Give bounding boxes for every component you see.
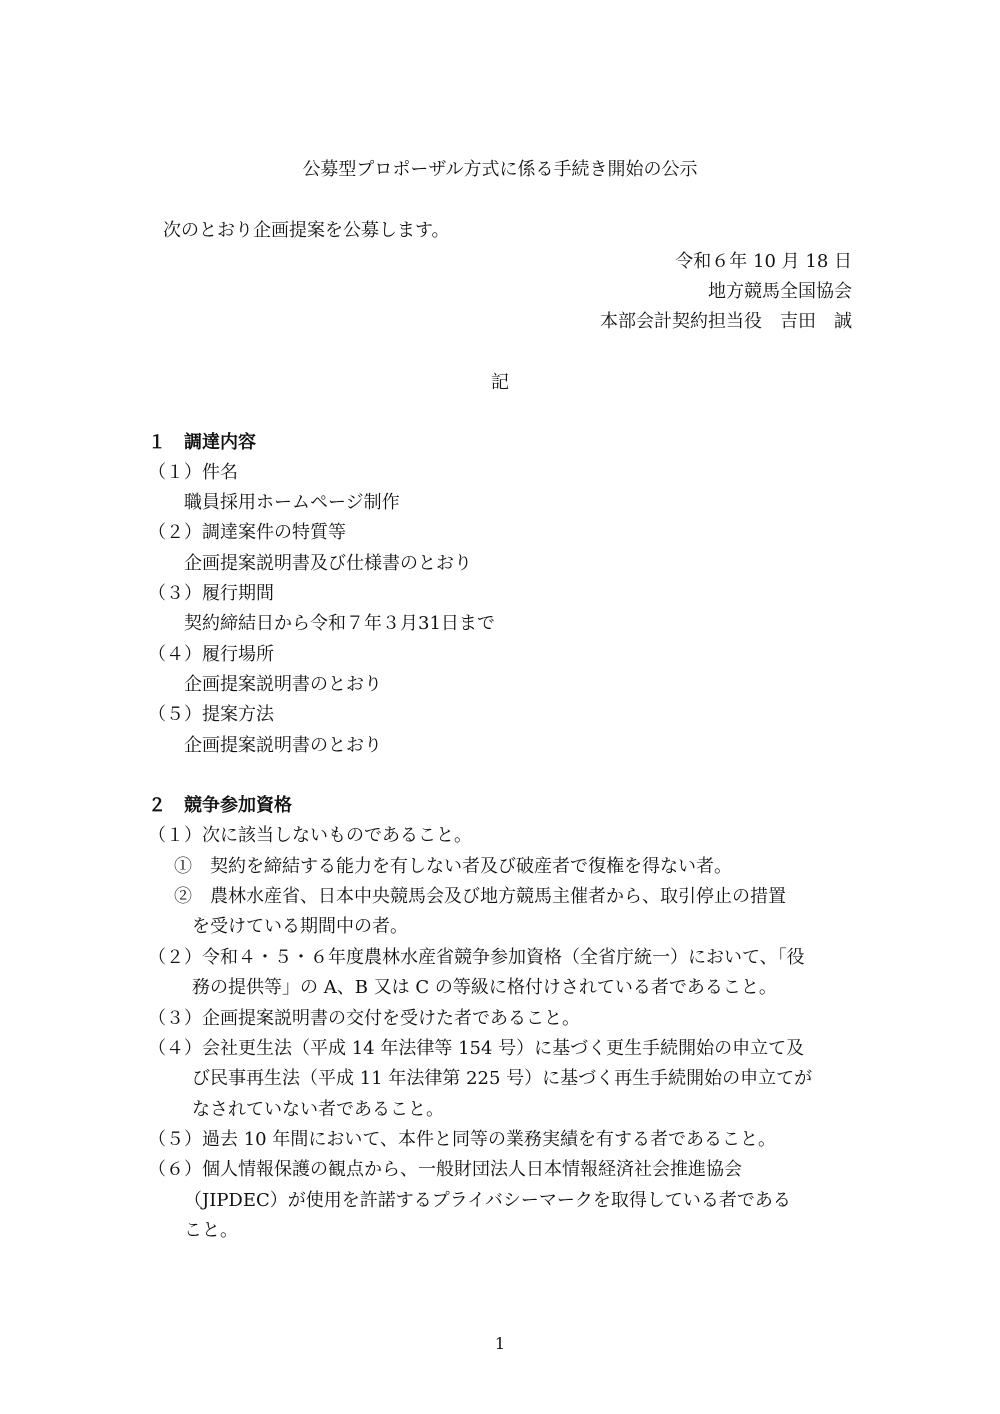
- section-1-item-body: 企画提案説明書及び仕様書のとおり: [184, 553, 472, 574]
- page-number: 1: [494, 1334, 506, 1353]
- section-2-line: （４）会社更生法（平成 14 年法律等 154 号）に基づく更生手続開始の申立て及: [148, 1038, 805, 1059]
- section-1-item-body: 職員採用ホームページ制作: [184, 492, 400, 513]
- signer-line: 本部会計契約担当役 吉田 誠: [600, 311, 852, 332]
- section-1-item-label: （５）提案方法: [148, 704, 274, 725]
- section-1-item-body: 契約締結日から令和７年３月31日まで: [184, 613, 495, 634]
- section-2-line: （JIPDEC）が使用を許諾するプライバシーマークを取得している者である: [184, 1190, 791, 1211]
- ki-heading: 記: [491, 372, 509, 393]
- organization-name: 地方競馬全国協会: [708, 281, 852, 302]
- section-2-line: こと。: [184, 1220, 238, 1241]
- document-title: 公募型プロポーザル方式に係る手続き開始の公示: [302, 159, 698, 180]
- section-2-line: （２）令和４・５・６年度農林水産省競争参加資格（全省庁統一）において、「役: [148, 947, 805, 968]
- section-2-line: （１）次に該当しないものであること。: [148, 825, 472, 846]
- section-2-line: （３）企画提案説明書の交付を受けた者であること。: [148, 1008, 580, 1029]
- section-2-line: （５）過去 10 年間において、本件と同等の業務実績を有する者であること。: [148, 1129, 776, 1150]
- section-2-line: なされていない者であること。: [192, 1099, 444, 1120]
- section-2-line: 務の提供等」の A、B 又は C の等級に格付けされている者であること。: [192, 977, 777, 998]
- section-1-item-body: 企画提案説明書のとおり: [184, 735, 382, 756]
- section-2-line: ① 契約を締結する能力を有しない者及び破産者で復権を得ない者。: [174, 856, 732, 877]
- section-1-heading: １ 調達内容: [148, 432, 256, 453]
- date-line: 令和６年 10 月 18 日: [675, 251, 852, 272]
- section-1-item-label: （４）履行場所: [148, 644, 274, 665]
- section-1-item-label: （２）調達案件の特質等: [148, 522, 346, 543]
- section-2-line: び民事再生法（平成 11 年法律第 225 号）に基づく再生手続開始の申立てが: [192, 1068, 813, 1089]
- section-2-line: ② 農林水産省、日本中央競馬会及び地方競馬主催者から、取引停止の措置: [174, 886, 786, 907]
- section-1-item-label: （１）件名: [148, 462, 238, 483]
- section-1-item-label: （３）履行期間: [148, 583, 274, 604]
- section-2-heading: ２ 競争参加資格: [148, 795, 292, 816]
- section-1-item-body: 企画提案説明書のとおり: [184, 674, 382, 695]
- section-2-line: を受けている期間中の者。: [192, 916, 408, 937]
- section-2-line: （６）個人情報保護の観点から、一般財団法人日本情報経済社会推進協会: [148, 1159, 742, 1180]
- intro-text: 次のとおり企画提案を公募します。: [163, 220, 450, 241]
